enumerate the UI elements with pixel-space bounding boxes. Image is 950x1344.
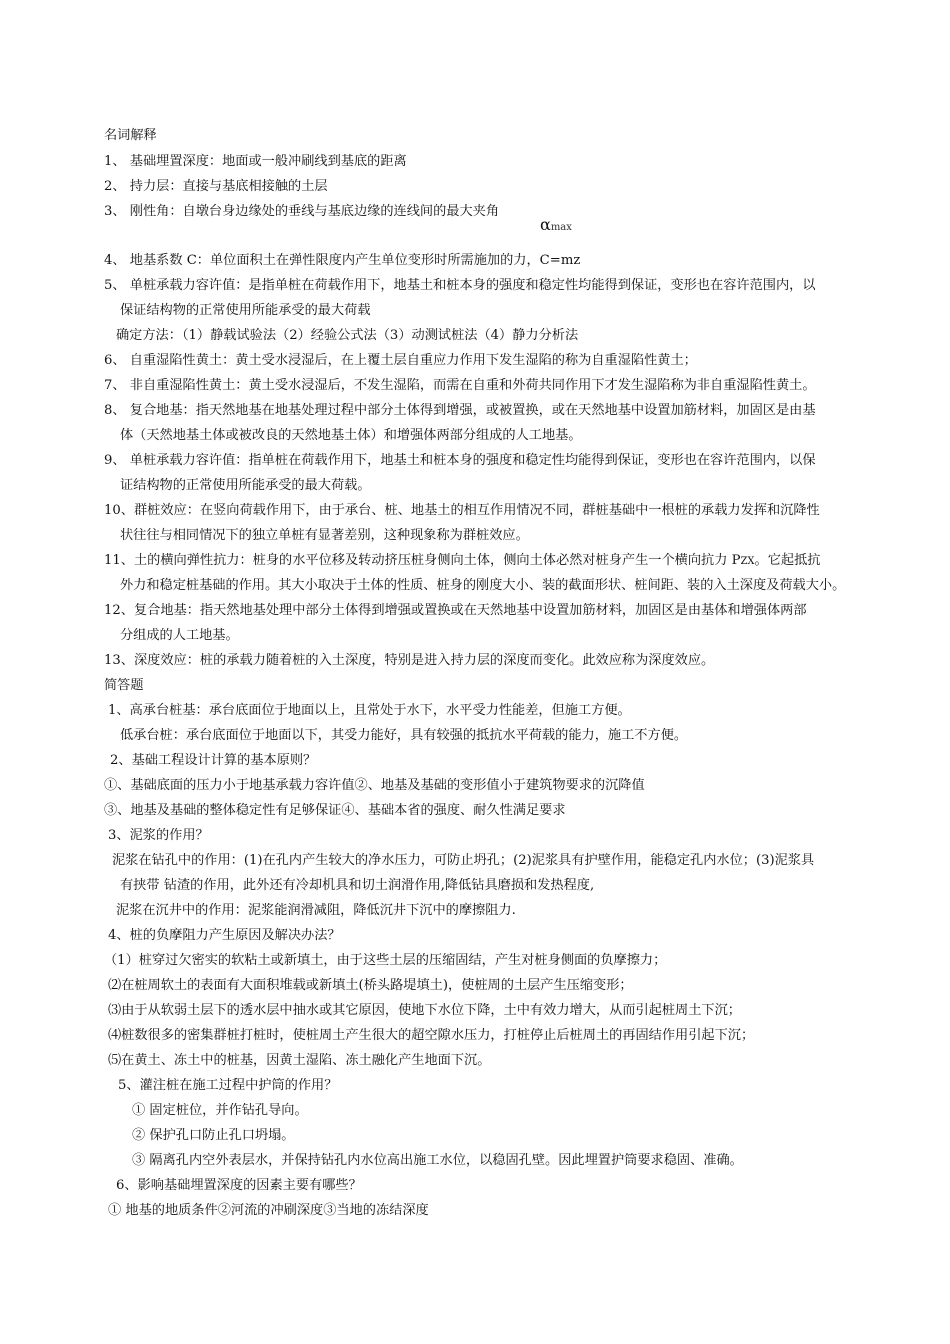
- answer-5-item-2: ② 保护孔口防止孔口坍塌。: [132, 1128, 295, 1143]
- term-item-6: 6、 自重湿陷性黄土：黄土受水浸湿后，在上覆土层自重应力作用下发生湿陷的称为自重湿陷性黄土；: [104, 353, 697, 368]
- term-item-12-line-2: 分组成的人工地基。: [120, 628, 239, 643]
- term-item-10-line-2: 状往往与相同情况下的独立单桩有显著差别，这种现象称为群桩效应。: [120, 528, 529, 543]
- term-item-4: 4、 地基系数 C：单位面积土在弹性限度内产生单位变形时所需施加的力，C=mz: [104, 253, 581, 268]
- term-item-5-line-2: 保证结构物的正常使用所能承受的最大荷载: [120, 303, 371, 318]
- question-4: 4、桩的负摩阻力产生原因及解决办法？: [108, 928, 341, 943]
- answer-1-line-1: 1、高承台桩基：承台底面位于地面以上，且常处于水下，水平受力性能差，但施工方便。: [108, 703, 631, 718]
- question-3: 3、泥浆的作用？: [108, 828, 209, 843]
- term-item-8-line-2: 体（天然地基土体或被改良的天然地基土体）和增强体两部分组成的人工地基。: [120, 428, 582, 443]
- term-item-11-subscript: ZX: [740, 556, 755, 567]
- answer-5-item-3: ③ 隔离孔内空外表层水，并保持钻孔内水位高出施工水位，以稳固孔壁。因此埋置护筒要求稳固、准确。: [132, 1153, 743, 1168]
- answer-4-item-1: （1）桩穿过欠密实的软粘土或新填土，由于这些土层的压缩固结，产生对桩身侧面的负摩擦力；: [104, 953, 667, 968]
- term-item-10-line-1: 10、群桩效应：在竖向荷载作用下，由于承台、桩、地基土的相互作用情况不同，群桩基础中一根桩的承载力发挥和沉降性: [104, 503, 820, 518]
- answer-4-item-3: ⑶由于从软弱土层下的透水层中抽水或其它原因，使地下水位下降，土中有效力增大，从而引起桩周土下沉；: [108, 1003, 741, 1018]
- answer-3-line-3: 泥浆在沉井中的作用：泥浆能润滑减阻，降低沉井下沉中的摩擦阻力.: [116, 903, 516, 918]
- answer-4-item-2: ⑵在桩周软土的表面有大面积堆载或新填土(桥头路堤填土)，使桩周的土层产生压缩变形；: [108, 978, 633, 993]
- question-2: 2、基础工程设计计算的基本原则？: [110, 753, 317, 768]
- term-item-12-line-1: 12、复合地基：指天然地基处理中部分土体得到增强或置换或在天然地基中设置加筋材料，加固区是由基体和增强体两部: [104, 603, 807, 618]
- answer-2-line-1: ①、基础底面的压力小于地基承载力容许值②、地基及基础的变形值小于建筑物要求的沉降值: [104, 778, 645, 793]
- term-item-7: 7、 非自重湿陷性黄土：黄土受水浸湿后，不发生湿陷，而需在自重和外荷共同作用下才发生湿陷称为非自重湿陷性黄土。: [104, 378, 816, 393]
- term-item-8-line-1: 8、 复合地基：指天然地基在地基处理过程中部分土体得到增强，或被置换，或在天然地基中设置加筋材料，加固区是由基: [104, 403, 816, 418]
- term-item-2: 2、 持力层：直接与基底相接触的土层: [104, 179, 328, 194]
- term-item-11-line-2: 外力和稳定桩基础的作用。其大小取决于土体的性质、桩身的刚度大小、装的截面形状、桩间距、装的入土深度及荷载大小。: [120, 578, 846, 593]
- alpha-max-symbol: [540, 216, 572, 237]
- alpha-symbol: α: [540, 215, 551, 234]
- answer-4-item-4: ⑷桩数很多的密集群桩打桩时，使桩周土产生很大的超空隙水压力，打桩停止后桩周土的再固结作用引起下沉；: [108, 1028, 755, 1043]
- answer-6: ① 地基的地质条件②河流的冲刷深度③当地的冻结深度: [108, 1203, 429, 1218]
- term-item-11-text-end: 。它起抵抗: [754, 553, 821, 568]
- term-item-1: 1、 基础埋置深度：地面或一般冲刷线到基底的距离: [104, 154, 407, 169]
- term-item-5-methods: 确定方法：（1）静载试验法（2）经验公式法（3）动测试桩法（4）静力分析法: [116, 328, 579, 343]
- answer-2-line-2: ③、地基及基础的整体稳定性有足够保证④、基础本省的强度、耐久性满足要求: [104, 803, 566, 818]
- term-item-9-line-1: 9、 单桩承载力容许值：指单桩在荷载作用下，地基土和桩本身的强度和稳定性均能得到保证，变形也在容许范围内，以保: [104, 453, 816, 468]
- term-item-11-text: 11、土的横向弹性抗力：桩身的水平位移及转动挤压桩身侧向土体，侧向土体必然对桩身产生一个横向抗力 P: [104, 553, 741, 568]
- answer-4-item-5: ⑸在黄土、冻土中的桩基，因黄土湿陷、冻土融化产生地面下沉。: [108, 1053, 491, 1068]
- section-heading-short-answer: 简答题: [104, 678, 144, 693]
- term-item-13: 13、深度效应：桩的承载力随着桩的入土深度，特别是进入持力层的深度而变化。此效应称为深度效应。: [104, 653, 715, 668]
- term-item-3: 3、 刚性角：自墩台身边缘处的垂线与基底边缘的连线间的最大夹角: [104, 204, 500, 219]
- alpha-subscript: max: [550, 222, 572, 233]
- answer-1-line-2: 低承台桩：承台底面位于地面以下，其受力能好，具有较强的抵抗水平荷载的能力，施工不方便。: [120, 728, 688, 743]
- answer-3-line-1: 泥浆在钻孔中的作用：(1)在孔内产生较大的净水压力，可防止坍孔；(2)泥浆具有护壁作用，能稳定孔内水位；(3)泥浆具: [112, 853, 815, 868]
- question-6: 6、影响基础埋置深度的因素主要有哪些？: [116, 1178, 362, 1193]
- section-heading-terms: 名词解释: [104, 128, 157, 143]
- term-item-5-line-1: 5、 单桩承载力容许值：是指单桩在荷载作用下，地基土和桩本身的强度和稳定性均能得到保证，变形也在容许范围内，以: [104, 278, 816, 293]
- question-5: 5、灌注桩在施工过程中护筒的作用？: [118, 1078, 338, 1093]
- answer-3-line-2: 有挟带 钻渣的作用，此外还有冷却机具和切土润滑作用,降低钻具磨损和发热程度,: [120, 878, 595, 893]
- term-item-11-line-1: [104, 553, 820, 570]
- term-item-9-line-2: 证结构物的正常使用所能承受的最大荷载。: [120, 478, 371, 493]
- answer-5-item-1: ① 固定桩位，并作钻孔导向。: [132, 1103, 308, 1118]
